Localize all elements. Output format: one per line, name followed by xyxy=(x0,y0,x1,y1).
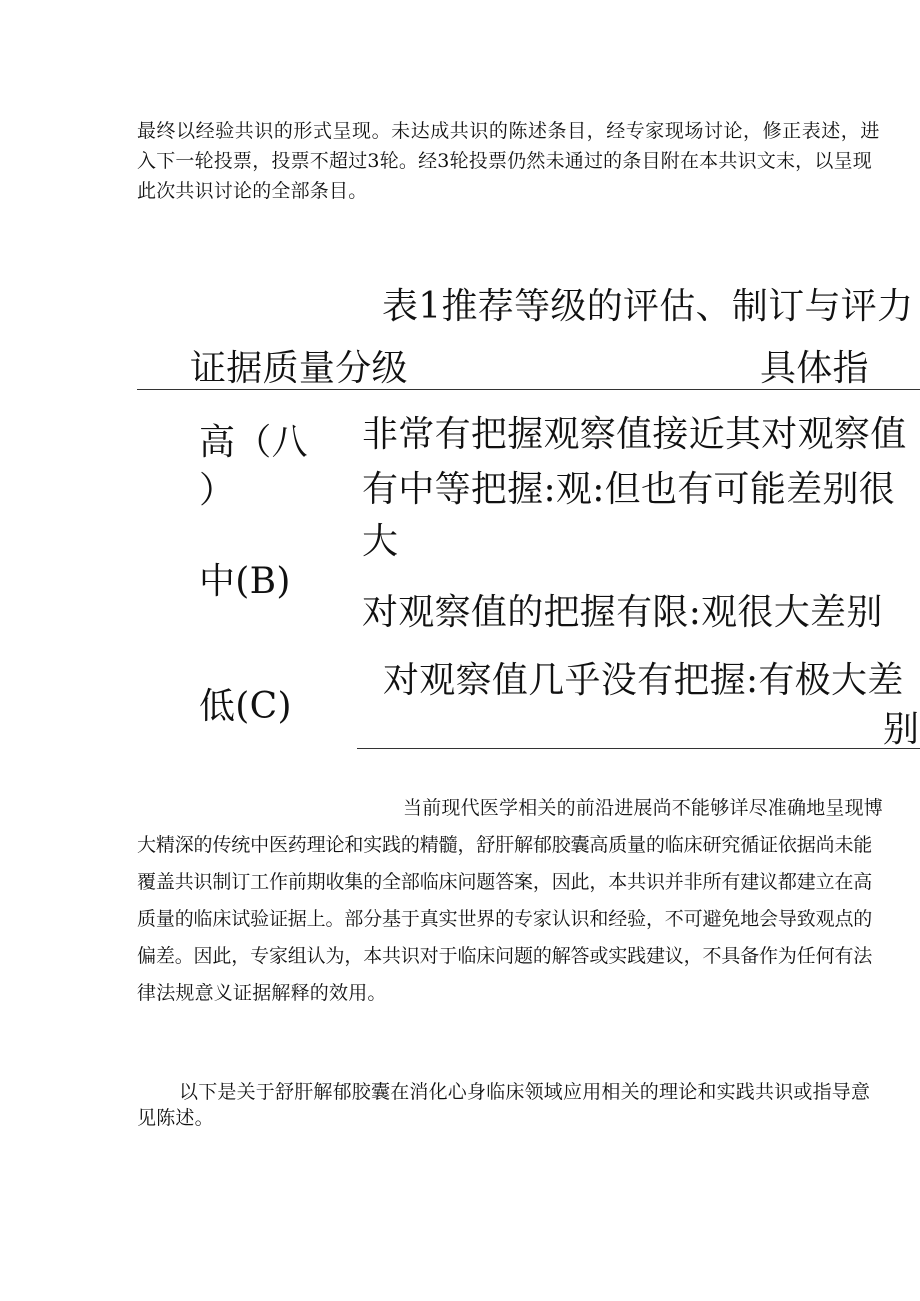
intro-line: 入下一轮投票，投票不超过3轮。经3轮投票仍然未通过的条目附在本共识文末，以呈现 xyxy=(137,150,872,172)
intro-paragraph xyxy=(137,117,907,207)
grade-low: 低(C) xyxy=(199,686,292,727)
desc-high-line: 有中等把握:观:但也有可能差别很 xyxy=(362,469,896,510)
desc-low-line: 对观察值几乎没有把握:有极大差 xyxy=(383,660,904,701)
intro-line: 此次共识讨论的全部条目。 xyxy=(137,180,368,202)
grade-high: 高（八 xyxy=(199,422,308,463)
table-bottom-rule xyxy=(357,748,920,749)
body-line: 覆盖共识制订工作前期收集的全部临床问题答案，因此，本共识并非所有建议都建立在高 xyxy=(137,871,873,893)
closing-paragraph xyxy=(137,1079,907,1131)
table-header-evidence-quality: 证据质量分级 xyxy=(190,348,408,389)
body-line: 质量的临床试验证据上。部分基于真实世界的专家认识和经验，不可避免地会导致观点的 xyxy=(137,908,873,930)
intro-line: 最终以经验共识的形式呈现。未达成共识的陈述条目，经专家现场讨论，修正表述，进 xyxy=(137,120,880,142)
closing-line: 见陈述。 xyxy=(137,1107,214,1129)
body-line: 律法规意义证据解释的效用。 xyxy=(137,982,387,1004)
body-line: 当前现代医学相关的前沿进展尚不能够详尽准确地呈现博 xyxy=(403,797,884,819)
table-title: 表1推荐等级的评估、制订与评力 xyxy=(382,286,914,327)
body-line: 大精深的传统中医药理论和实践的精髓，舒肝解郁胶囊高质量的临床研究循证依据尚未能 xyxy=(137,834,873,856)
grade-high-continued: ） xyxy=(199,470,236,511)
grade-medium: 中(B) xyxy=(199,561,291,602)
body-line: 偏差。因此，专家组认为，本共识对于临床问题的解答或实践建议，不具备作为任何有法 xyxy=(137,945,873,967)
table-top-rule xyxy=(137,389,920,390)
closing-line: 以下是关于舒肝解郁胶囊在消化心身临床领域应用相关的理论和实践共识或指导意 xyxy=(179,1081,871,1103)
table-header-specific: 具体指 xyxy=(760,348,869,389)
desc-high-line: 大 xyxy=(362,521,399,562)
body-paragraph xyxy=(137,790,907,1012)
desc-high-line: 非常有把握观察值接近其对观察值 xyxy=(362,414,907,455)
desc-low-line: 别 xyxy=(883,709,920,750)
desc-medium-line: 对观察值的把握有限:观很大差别 xyxy=(362,592,883,633)
